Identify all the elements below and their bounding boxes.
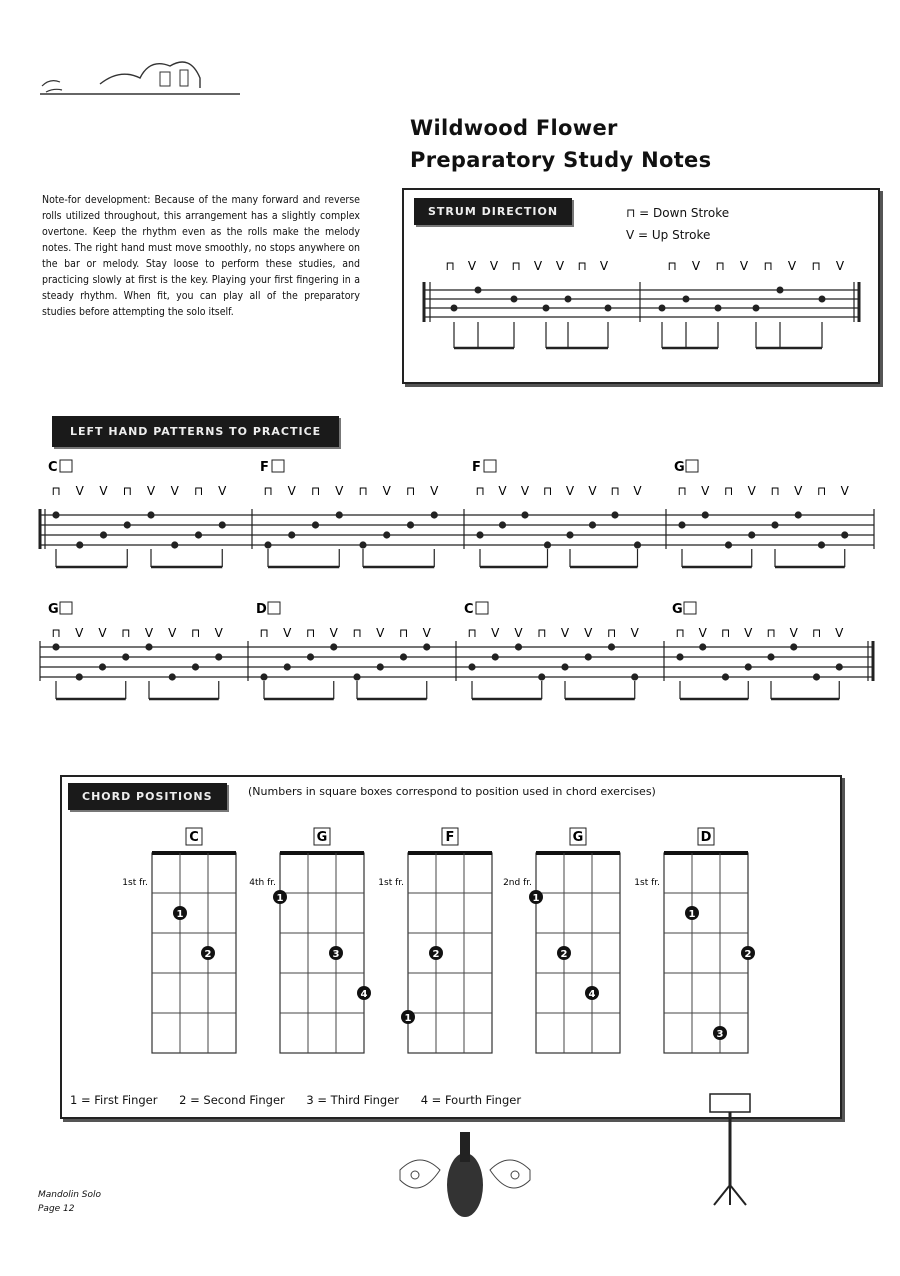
finger-legend	[70, 1093, 539, 1107]
finger-number: 2	[204, 949, 212, 960]
strum-mark: ⊓	[677, 484, 687, 498]
section-label: LEFT HAND PATTERNS TO PRACTICE	[52, 416, 339, 447]
strum-mark: ⊓	[723, 484, 734, 498]
strum-mark: ⊓	[305, 626, 316, 640]
chord-grid	[408, 853, 492, 1053]
tab-note	[585, 654, 591, 660]
strum-mark: V	[376, 626, 385, 640]
finger-legend-first: 1 = First Finger	[70, 1093, 158, 1107]
strum-mark: V	[744, 626, 753, 640]
chord-grid	[664, 853, 748, 1053]
strum-mark: V	[701, 484, 710, 498]
tab-note	[772, 522, 778, 528]
strum-mark: V	[588, 484, 597, 498]
tab-note	[500, 522, 506, 528]
finger-number: 1	[176, 909, 184, 920]
chord-fret-label: 4th fr.	[249, 878, 276, 888]
strum-mark: ⊓	[667, 259, 677, 273]
strum-mark: V	[75, 484, 84, 498]
strum-mark: ⊓	[398, 626, 409, 640]
chord-position-box	[686, 460, 698, 472]
measure-chord: F	[260, 460, 269, 475]
tab-note	[265, 542, 271, 548]
strum-mark: V	[794, 484, 803, 498]
strum-direction-box	[402, 188, 880, 384]
strum-mark: ⊓	[720, 626, 731, 640]
strum-mark: ⊓	[51, 484, 61, 498]
finger-number: 1	[688, 909, 696, 920]
strum-mark: V	[555, 259, 565, 273]
tab-note	[123, 654, 129, 660]
finger-number: 1	[404, 1013, 412, 1024]
tab-note	[146, 644, 152, 650]
tab-note	[768, 654, 774, 660]
strum-mark: V	[283, 626, 292, 640]
strum-tab-staff	[418, 258, 864, 373]
strum-mark: ⊓	[811, 259, 821, 273]
strum-mark: V	[599, 259, 609, 273]
strum-mark: V	[382, 484, 391, 498]
strum-mark: ⊓	[770, 484, 780, 498]
finger-number: 1	[276, 893, 284, 904]
chord-position-box	[60, 460, 72, 472]
strum-mark: ⊓	[610, 484, 620, 498]
strum-mark: V	[747, 484, 756, 498]
strum-mark: ⊓	[511, 259, 521, 273]
tab-note	[612, 512, 618, 518]
finger-number: 3	[716, 1029, 724, 1040]
chord-name: D	[700, 830, 712, 845]
strum-mark: ⊓	[763, 259, 773, 273]
chord-fret-label: 1st fr.	[122, 878, 148, 888]
strum-mark: ⊓	[263, 484, 273, 498]
chord-name: G	[316, 830, 328, 845]
strum-mark: ⊓	[193, 484, 204, 498]
strum-mark: ⊓	[352, 626, 362, 640]
strum-mark: ⊓	[445, 259, 455, 273]
strum-mark: V	[218, 484, 227, 498]
finger-number: 4	[588, 989, 596, 1000]
strum-direction-label: STRUM DIRECTION	[414, 198, 572, 225]
tab-note	[377, 664, 383, 670]
strum-mark: ⊓	[190, 626, 201, 640]
strum-mark: V	[520, 484, 530, 498]
finger-legend-fourth: 4 = Fourth Finger	[420, 1093, 522, 1107]
measure-chord: F	[472, 460, 481, 475]
strum-mark: V	[584, 626, 593, 640]
tab-note	[632, 674, 638, 680]
tab-note	[100, 664, 106, 670]
tab-note	[313, 522, 319, 528]
finger-number: 3	[332, 949, 340, 960]
mandolin-illustration	[380, 1130, 550, 1220]
tab-note	[354, 674, 360, 680]
tab-note	[289, 532, 295, 538]
strum-mark: V	[533, 259, 543, 273]
chord-fret-label: 1st fr.	[634, 878, 660, 888]
tab-note	[477, 532, 483, 538]
tab-note	[492, 654, 498, 660]
tab-note	[702, 512, 708, 518]
measure-chord: G	[48, 602, 59, 617]
strum-mark: V	[170, 484, 179, 498]
tab-note	[196, 532, 202, 538]
finger-number: 4	[360, 989, 368, 1000]
strum-mark: V	[214, 626, 223, 640]
title-line-1: Wildwood Flower	[410, 116, 618, 140]
tab-note	[522, 512, 528, 518]
chord-positions-box	[60, 775, 842, 1119]
measure-chord: D	[256, 602, 267, 617]
strum-mark: V	[789, 626, 798, 640]
tab-note	[216, 654, 222, 660]
tab-note	[169, 674, 175, 680]
tab-note	[545, 542, 551, 548]
finger-number: 2	[560, 949, 568, 960]
tab-note	[819, 542, 825, 548]
strum-mark: V	[329, 626, 338, 640]
strum-mark: V	[146, 484, 156, 498]
tab-note	[124, 522, 130, 528]
tab-note	[331, 644, 337, 650]
chord-name: C	[189, 830, 199, 845]
strum-mark: V	[467, 259, 477, 273]
measure-chord: G	[674, 460, 685, 475]
chord-position-box	[268, 602, 280, 614]
tab-note	[590, 522, 596, 528]
finger-number: 2	[744, 949, 752, 960]
tab-note	[408, 522, 414, 528]
tab-note	[53, 644, 59, 650]
strum-mark: V	[75, 626, 84, 640]
measure-chord: G	[672, 602, 683, 617]
strum-legend	[626, 202, 729, 246]
tab-note	[516, 644, 522, 650]
page-title	[410, 112, 870, 176]
strum-mark: ⊓	[310, 484, 321, 498]
strum-mark: ⊓	[122, 484, 132, 498]
tab-note	[101, 532, 107, 538]
chord-grid	[152, 853, 236, 1053]
strum-mark: ⊓	[766, 626, 776, 640]
tab-note	[609, 644, 615, 650]
strum-mark: ⊓	[51, 626, 61, 640]
measure-chord: C	[48, 460, 58, 475]
chord-grid	[280, 853, 364, 1053]
publisher-logo	[40, 48, 240, 98]
measure-chord: C	[464, 602, 474, 617]
finger-number: 1	[532, 893, 540, 904]
strum-mark: V	[560, 626, 570, 640]
strum-mark: ⊓	[577, 259, 587, 273]
footer-line-2: Page 12	[38, 1204, 75, 1214]
chord-name: F	[445, 830, 455, 845]
strum-mark: V	[422, 626, 431, 640]
intro-paragraph: Note-for development: Because of the many forward and reverse rolls utilized throughout, this arrangement has a slightly complex overtone. Keep the rhythm even as the rolls make the melody notes. The right hand must move smoothly, no stops anywhere on the bar or melody. Stay loose to perform these studies, and practicing slowly at first is the key. Playing your first fingering in a steady rhythm. When fit, you can play all of the preparatory studies before attempting the solo itself.	[42, 194, 360, 318]
tab-note	[360, 542, 366, 548]
up-stroke-legend: V = Up Stroke	[626, 228, 711, 242]
strum-mark: V	[168, 626, 177, 640]
chord-fret-label: 2nd fr.	[503, 878, 532, 888]
tab-note	[700, 644, 706, 650]
tab-note	[836, 664, 842, 670]
tab-note	[53, 512, 59, 518]
tab-note	[539, 674, 545, 680]
strum-mark: V	[430, 484, 439, 498]
tab-note	[424, 644, 430, 650]
strum-mark: ⊓	[542, 484, 553, 498]
tab-note	[795, 512, 801, 518]
strum-mark: ⊓	[606, 626, 617, 640]
strum-mark: V	[835, 626, 844, 640]
tab-note	[193, 664, 199, 670]
tab-note	[284, 664, 290, 670]
strum-mark: ⊓	[816, 484, 827, 498]
tab-note	[749, 532, 755, 538]
tab-note	[431, 512, 437, 518]
chord-positions-label: CHORD POSITIONS	[68, 783, 227, 810]
tab-note	[172, 542, 178, 548]
strum-mark: V	[287, 484, 296, 498]
footer	[38, 1188, 101, 1216]
strum-mark: V	[98, 626, 107, 640]
tab-note	[842, 532, 848, 538]
title-line-2: Preparatory Study Notes	[410, 148, 712, 172]
strum-mark: ⊓	[121, 626, 131, 640]
tab-note	[567, 532, 573, 538]
tab-note	[76, 674, 82, 680]
chord-diagrams	[102, 827, 822, 1087]
strum-mark: V	[498, 484, 507, 498]
strum-mark: V	[630, 626, 639, 640]
strum-mark: ⊓	[467, 626, 477, 640]
chord-position-box	[484, 460, 496, 472]
tab-note	[677, 654, 683, 660]
tab-note	[635, 542, 641, 548]
strum-mark: ⊓	[475, 484, 485, 498]
strum-mark: ⊓	[811, 626, 822, 640]
strum-mark: V	[691, 259, 701, 273]
music-stand-illustration	[700, 1090, 760, 1210]
strum-mark: V	[698, 626, 707, 640]
strum-mark: ⊓	[715, 259, 725, 273]
tab-note	[401, 654, 407, 660]
strum-mark: V	[514, 626, 523, 640]
chord-position-box	[60, 602, 72, 614]
strum-mark: V	[335, 484, 344, 498]
chord-position-box	[272, 460, 284, 472]
finger-legend-second: 2 = Second Finger	[179, 1093, 285, 1107]
chord-grid	[536, 853, 620, 1053]
strum-mark: ⊓	[358, 484, 368, 498]
strum-mark: V	[491, 626, 500, 640]
strum-mark: V	[633, 484, 642, 498]
tab-note	[148, 512, 154, 518]
chord-position-box	[684, 602, 696, 614]
tab-note	[384, 532, 390, 538]
strum-mark: ⊓	[537, 626, 547, 640]
chord-fret-label: 1st fr.	[378, 878, 404, 888]
tab-note	[723, 674, 729, 680]
tab-row-2	[36, 597, 882, 717]
chord-positions-note: (Numbers in square boxes correspond to position used in chord exercises)	[248, 785, 656, 798]
tab-note	[261, 674, 267, 680]
strum-mark: V	[489, 259, 499, 273]
tab-note	[814, 674, 820, 680]
tab-note	[469, 664, 475, 670]
finger-number: 2	[432, 949, 440, 960]
tab-note	[791, 644, 797, 650]
strum-mark: V	[144, 626, 154, 640]
strum-mark: V	[840, 484, 849, 498]
tab-note	[726, 542, 732, 548]
strum-mark: ⊓	[405, 484, 416, 498]
tab-note	[745, 664, 751, 670]
finger-legend-third: 3 = Third Finger	[306, 1093, 400, 1107]
strum-mark: V	[739, 259, 749, 273]
chord-name: G	[572, 830, 584, 845]
down-stroke-legend: ⊓ = Down Stroke	[626, 206, 730, 220]
strum-mark: V	[835, 259, 845, 273]
tab-note	[77, 542, 83, 548]
strum-mark: V	[99, 484, 108, 498]
tab-note	[562, 664, 568, 670]
tab-note	[219, 522, 225, 528]
tab-note	[336, 512, 342, 518]
tab-note	[308, 654, 314, 660]
tab-row-1	[36, 455, 882, 575]
strum-mark: ⊓	[259, 626, 269, 640]
chord-position-box	[476, 602, 488, 614]
strum-mark: ⊓	[675, 626, 685, 640]
tab-note	[679, 522, 685, 528]
strum-mark: V	[787, 259, 797, 273]
strum-mark: V	[565, 484, 575, 498]
footer-line-1: Mandolin Solo	[38, 1190, 101, 1200]
